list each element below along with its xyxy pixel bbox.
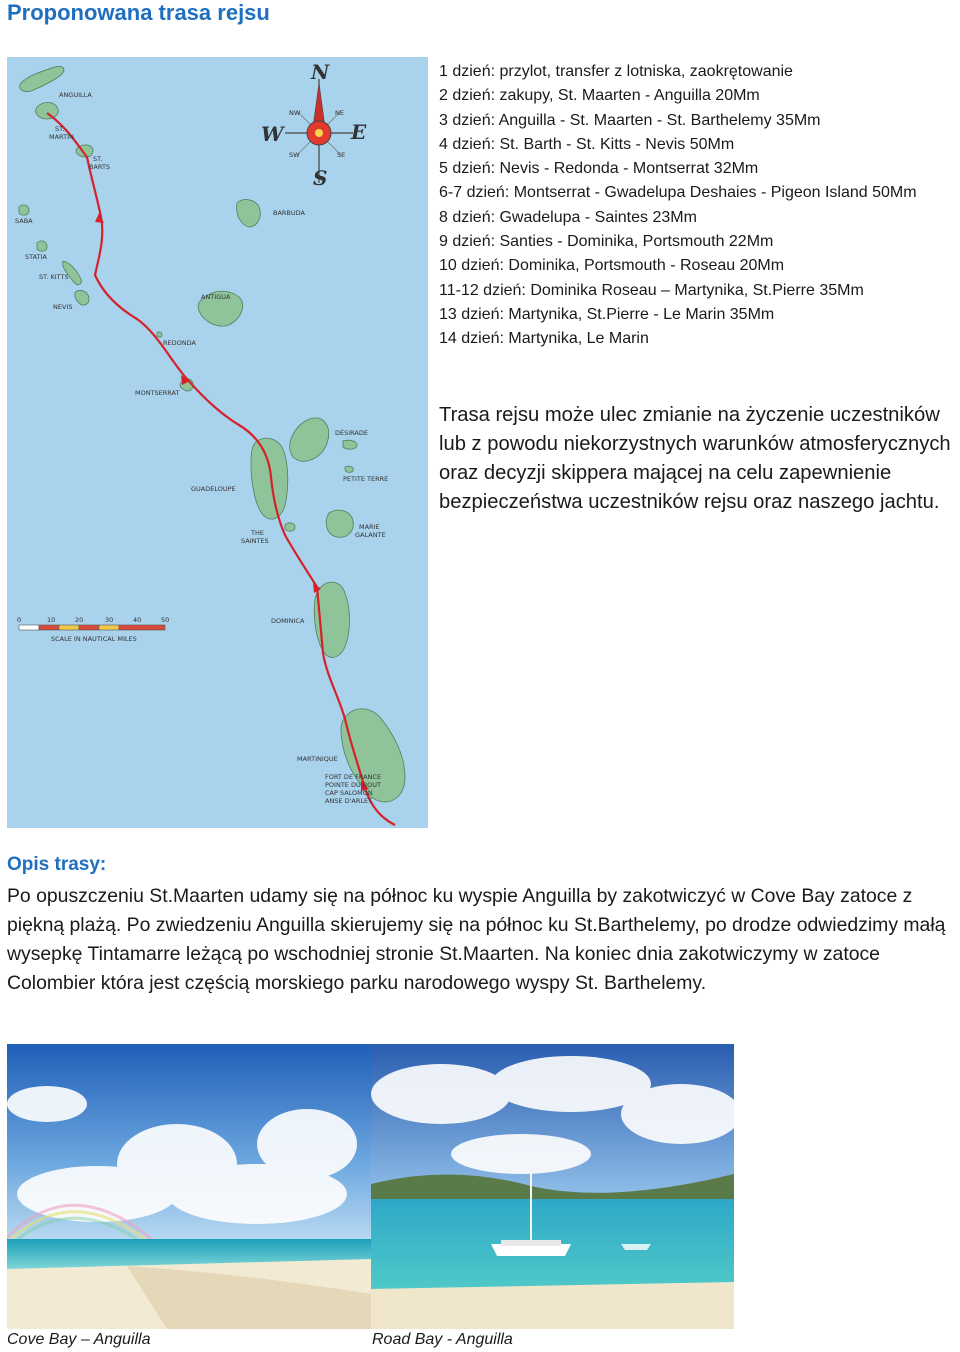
- route-description-body: Po opuszczeniu St.Maarten udamy się na północ ku wyspie Anguilla by zakotwiczyć w Cove Bay zatoce z piękną plażą. Po zwiedzeniu Anguilla skierujemy się na północ ku St.Barthelemy, po drodze odwiedzimy małą wysepkę Tintamarre leżącą po wschodniej stronie St.Maarten. Na koniec dnia zakotwiczymy w zatoce Colombier która jest częścią morskiego parku narodowego wyspy St. Barthelemy.: [7, 885, 946, 994]
- label-st-barts-1: ST.: [93, 155, 103, 163]
- label-nevis: NEVIS: [53, 303, 73, 311]
- photo-caption-road-bay: Road Bay - Anguilla: [372, 1331, 513, 1348]
- label-petite-terre: PETITE TERRE: [343, 475, 389, 483]
- itinerary-item: 9 dzień: Santies - Dominika, Portsmouth 22Mm: [439, 233, 774, 251]
- island-redonda: [157, 332, 162, 337]
- itinerary-item: 4 dzień: St. Barth - St. Kitts - Nevis 50Mm: [439, 135, 735, 153]
- label-guadeloupe: GUADELOUPE: [191, 485, 236, 493]
- island-the-saintes: [285, 523, 295, 531]
- scale-tick-30: 30: [105, 616, 114, 624]
- itinerary-item: 2 dzień: zakupy, St. Maarten - Anguilla 20Mm: [439, 87, 760, 105]
- label-the-saintes-2: SAINTES: [241, 537, 269, 545]
- itinerary-item: 6-7 dzień: Montserrat - Gwadelupa Deshaies - Pigeon Island 50Mm: [439, 184, 917, 202]
- label-anguilla: ANGUILLA: [59, 91, 92, 99]
- scale-tick-10: 10: [47, 616, 56, 624]
- label-statia: STATIA: [25, 253, 47, 261]
- island-marie-galante: [326, 510, 353, 537]
- compass-ne-label: NE: [335, 109, 344, 117]
- route-description-heading: Opis trasy:: [7, 854, 107, 875]
- bay-catamaran-photo: [371, 1044, 734, 1329]
- island-desirade: [343, 440, 357, 449]
- photo-caption-cove-bay: Cove Bay – Anguilla: [7, 1331, 151, 1348]
- photo-cove-bay: [7, 1044, 371, 1329]
- itinerary-item: 3 dzień: Anguilla - St. Maarten - St. Barthelemy 35Mm: [439, 111, 821, 129]
- itinerary-item: 1 dzień: przylot, transfer z lotniska, zaokrętowanie: [439, 63, 793, 80]
- route-change-note: Trasa rejsu może ulec zmianie na życzenie uczestników lub z powodu niekorzystnych warunków atmosferycznych oraz decyzji skippera mającej na celu zapewnienie bezpieczeństwa uczestników rejsu oraz naszego jachtu.: [439, 404, 951, 513]
- beach-rainbow-photo: [7, 1044, 371, 1329]
- label-st-kitts: ST. KITTS: [39, 273, 69, 281]
- itinerary-item: 14 dzień: Martynika, Le Marin: [439, 330, 649, 348]
- compass-sw-label: SW: [289, 151, 300, 159]
- label-desirade: DÉSIRADE: [335, 429, 368, 437]
- label-st-martin-2: MARTIN: [49, 133, 74, 141]
- label-redonda: REDONDA: [163, 339, 196, 347]
- scale-caption: SCALE IN NAUTICAL MILES: [51, 635, 137, 643]
- label-montserrat: MONTSERRAT: [135, 389, 180, 397]
- island-st-martin: [36, 103, 59, 120]
- label-barbuda: BARBUDA: [273, 209, 305, 217]
- island-statia: [37, 241, 47, 251]
- label-cap-salomon: CAP SALOMON: [325, 789, 373, 797]
- label-marie-galante-2: GALANTE: [355, 531, 386, 539]
- compass-s-label: S: [313, 166, 328, 190]
- scale-tick-0: 0: [17, 616, 22, 624]
- itinerary-item: 13 dzień: Martynika, St.Pierre - Le Marin 35Mm: [439, 305, 775, 323]
- label-antigua: ANTIGUA: [201, 293, 231, 301]
- itinerary-item: 10 dzień: Dominika, Portsmouth - Roseau 20Mm: [439, 257, 785, 275]
- itinerary-item: 8 dzień: Gwadelupa - Saintes 23Mm: [439, 208, 697, 226]
- label-st-barts-2: BARTS: [89, 163, 111, 171]
- scale-tick-50: 50: [161, 616, 170, 624]
- label-fort-de-france: FORT DE FRANCE: [325, 773, 382, 781]
- itinerary-item: 5 dzień: Nevis - Redonda - Montserrat 32Mm: [439, 160, 759, 178]
- label-dominica: DOMINICA: [271, 617, 305, 625]
- itinerary-list: [439, 60, 944, 352]
- compass-nw-label: NW: [289, 109, 301, 117]
- page-title: Proponowana trasa rejsu: [7, 0, 270, 25]
- route-map-graphic: [7, 57, 428, 828]
- label-saba: SABA: [15, 217, 33, 225]
- compass-w-label: W: [261, 122, 284, 146]
- label-st-martin-1: ST.: [55, 125, 65, 133]
- label-marie-galante-1: MARIE: [359, 523, 380, 531]
- scale-tick-40: 40: [133, 616, 142, 624]
- route-map: [7, 57, 428, 828]
- compass-e-label: E: [351, 120, 367, 144]
- compass-n-label: N: [311, 60, 330, 84]
- itinerary-item: 11-12 dzień: Dominika Roseau – Martynika, St.Pierre 35Mm: [439, 281, 864, 299]
- photo-road-bay: [371, 1044, 734, 1329]
- scale-tick-20: 20: [75, 616, 84, 624]
- compass-se-label: SE: [337, 151, 346, 159]
- label-anse-darlet: ANSE D'ARLET: [325, 797, 373, 805]
- island-petite-terre: [345, 466, 353, 472]
- island-saba: [19, 205, 29, 215]
- label-martinique: MARTINIQUE: [297, 755, 338, 763]
- label-pointe-du-bout: POINTE DU BOUT: [325, 781, 381, 789]
- label-the-saintes-1: THE: [251, 529, 264, 537]
